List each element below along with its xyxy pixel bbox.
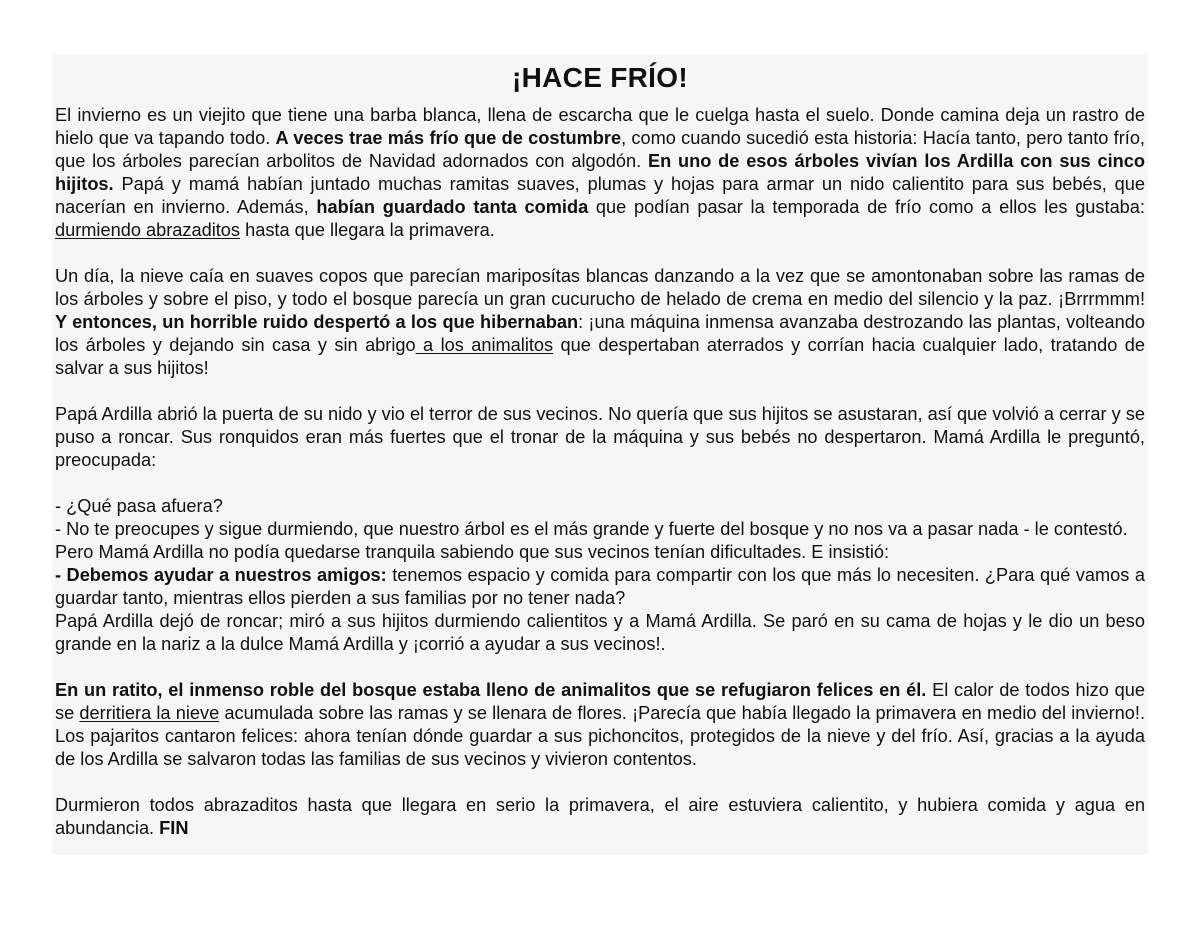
text-run: : ¡una máquina inmensa avanzaba destrozando las plantas, volteando los árboles y dejando sin casa y sin abrigo [55, 312, 1146, 355]
text-run: tenemos espacio y comida para compartir con los que más lo necesiten. ¿Para qué vamos a guardar tanto, mientras ellos pierden a sus familias por no tener nada? [55, 565, 1145, 608]
text-run: que podían pasar la temporada de frío como a ellos les gustaba: [588, 197, 1145, 217]
paragraph-gap [55, 242, 1145, 265]
dialogue-line-4 [55, 564, 1145, 610]
text-run: Durmieron todos abrazaditos hasta que llegara en serio la primavera, el aire estuviera calientito, y hubiera comida y agua en abundancia. [55, 795, 1145, 838]
paragraph-1 [55, 104, 1145, 242]
end-label: FIN [159, 818, 189, 838]
bold-text: En un ratito, el inmenso roble del bosque estaba lleno de animalitos que se refugiaron felices en él. [55, 680, 927, 700]
text-run: hasta que llegara la primavera. [240, 220, 495, 240]
document-page [52, 55, 1148, 855]
text-run: Papá y mamá habían juntado muchas ramitas suaves, plumas y hojas para armar un nido calientito para sus bebés, que nacerían en invierno. Además, [55, 174, 1145, 217]
underlined-text: a los animalitos [415, 335, 554, 355]
bold-text: Y entonces, un horrible ruido despertó a los que hibernaban [55, 312, 579, 332]
dialogue-line-5: Papá Ardilla dejó de roncar; miró a sus hijitos durmiendo calientitos y a Mamá Ardilla. Se paró en su cama de hojas y le dio un beso grande en la nariz a la dulce Mamá Ardilla y ¡corrió a ayudar a sus vecinos!. [55, 611, 1145, 654]
dialogue-line-3: Pero Mamá Ardilla no podía quedarse tranquila sabiendo que sus vecinos tenían dificultades. E insistió: [55, 542, 890, 562]
bold-text: En uno de esos árboles vivían los Ardilla con sus cinco hijitos. [55, 151, 1145, 194]
text-run: Papá Ardilla abrió la puerta de su nido y vio el terror de sus vecinos. No quería que sus hijitos se asustaran, así que volvió a cerrar y se puso a roncar. Sus ronquidos eran más fuertes que el tronar de la máquina y sus bebés no despertaron. Mamá Ardilla le preguntó, preocupada: [55, 404, 1145, 470]
text-run: Un día, la nieve caía en suaves copos que parecían mariposítas blancas danzando a la vez que se amontonaban sobre las ramas de los árboles y sobre el piso, y todo el bosque parecía un gran cucurucho de helado de crema en medio del silencio y la paz. ¡Brrrmmm! [55, 266, 1145, 309]
paragraph-gap [55, 472, 1145, 495]
bold-text: habían guardado tanta comida [316, 197, 589, 217]
dialogue-line-2: - No te preocupes y sigue durmiendo, que nuestro árbol es el más grande y fuerte del bosque y no nos va a pasar nada - le contestó. [55, 519, 1128, 539]
text-run: que despertaban aterrados y corrían hacia cualquier lado, tratando de salvar a sus hijitos! [55, 335, 1146, 378]
paragraph-3 [55, 403, 1145, 472]
paragraph-gap [55, 771, 1145, 794]
page-title: ¡HACE FRÍO! [512, 62, 688, 93]
bold-text: - Debemos ayudar a nuestros amigos: [55, 565, 387, 585]
text-run: El invierno es un viejito que tiene una barba blanca, llena de escarcha que le cuelga hasta el suelo. Donde camina deja un rastro de hielo que va tapando todo. [55, 105, 1145, 148]
paragraph-5 [55, 679, 1145, 771]
underlined-text: derritiera la nieve [79, 703, 220, 723]
paragraph-gap [55, 656, 1145, 679]
paragraph-6 [55, 794, 1145, 840]
text-run: acumulada sobre las ramas y se llenara de flores. ¡Parecía que había llegado la primavera en medio del invierno!. Los pajaritos cantaron felices: ahora tenían dónde guardar a sus pichoncitos, protegidos de la nieve y del frío. Así, gracias a la ayuda de los Ardilla se salvaron todas las familias de sus vecinos y vivieron contentos. [55, 703, 1146, 769]
text-run: , como cuando sucedió esta historia: Hacía tanto, pero tanto frío, que los árboles parecían arbolitos de Navidad adornados con algodón. [55, 128, 1145, 171]
bold-text: A veces trae más frío que de costumbre [275, 128, 622, 148]
underlined-text: durmiendo abrazaditos [55, 220, 241, 240]
paragraph-gap [55, 380, 1145, 403]
dialogue-line-1: - ¿Qué pasa afuera? [55, 496, 223, 516]
text-run: El calor de todos hizo que se [55, 680, 1145, 723]
paragraph-2 [55, 265, 1145, 380]
